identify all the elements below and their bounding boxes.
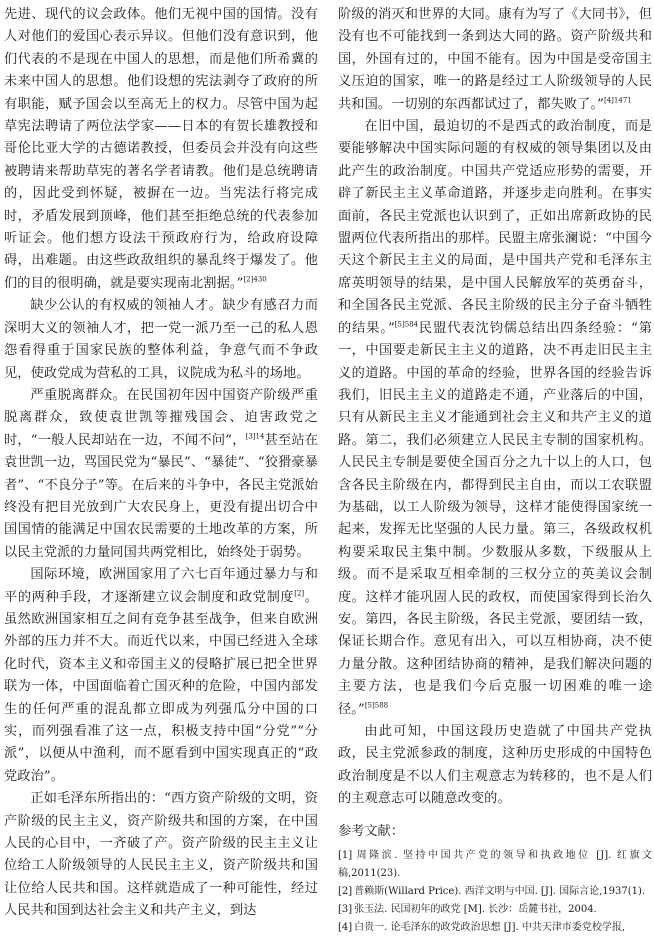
body-paragraph bbox=[4, 295, 318, 385]
reference-item bbox=[338, 901, 652, 919]
reference-text: 白贵一. 论毛泽东的政党政治思想 [J]. 中共天津市委党校学报, bbox=[354, 921, 626, 933]
body-paragraph bbox=[4, 788, 318, 922]
paragraph-text: 甚至站在袁世凯一边，骂国民党为“暴民”、“暴徒”、“狡猾豪暴者”、“不良分子”等。在后来的斗争中，各民主党派始终没有把目光放到广大农民身上，更没有提出切合中国国情的能满足中国农民需要的土地改革的方案，所以民主党派的力量同国共两党相比，始终处于弱势。 bbox=[4, 432, 318, 560]
body-paragraph bbox=[338, 721, 652, 811]
paragraph-text: 正如毛泽东所指出的：“西方资产阶级的文明，资产阶级的民主主义，资产阶级共和国的方案，在中国人民的心目中，一齐破了产。资产阶级的民主主义让位给工人阶级领导的人民民主主义，资产阶级共和国让位给人民共和国。这样就造成了一种可能性，经过人民共和国到达社会主义和共产主义，到达 bbox=[4, 791, 318, 919]
body-paragraph bbox=[338, 116, 652, 721]
reference-text: 周隆滨. 坚持中国共产党的领导和执政地位 [J]. 红旗文稿,2011(23). bbox=[338, 849, 652, 879]
reference-text: 普赖斯(Willard Price). 西洋文明与中国. [J]. 国际言论,1937(1). bbox=[354, 885, 646, 897]
citation-mark: [5]588 bbox=[364, 701, 389, 710]
body-paragraph bbox=[338, 4, 652, 116]
reference-item bbox=[338, 919, 652, 936]
reference-number: [4] bbox=[338, 921, 353, 933]
body-paragraph bbox=[4, 385, 318, 564]
citation-mark: [3]14 bbox=[245, 432, 265, 441]
paragraph-text: 缺少公认的有权威的领袖人才。缺少有感召力而深明大义的领袖人才，把一党一派乃至一己的私人恩怨看得重于国家民族的整体利益，争意气而不争政见，使政党成为营私的工具，议院成为私斗的场地。 bbox=[4, 298, 318, 381]
reference-number: [1] bbox=[338, 849, 353, 861]
reference-number: [2] bbox=[338, 885, 353, 897]
paragraph-text: 民盟代表沈钧儒总结出四条经验：“第一，中国要走新民主主义的道路，决不再走旧民主主义的道路。中国的革命的经验，世界各国的经验告诉我们，旧民主主义的道路走不通，产业落后的中国，只有从新民主主义才能通到社会主义和共产主义的道路。第二，我们必须建立人民民主专制的国家机构。人民民主专制是要使全国百分之九十以上的人口，包含各民主阶级在内，都得到民主自由，而以工农联盟为基础，以工人阶级为领导，这样才能使得国家统一起来，发挥无比坚强的人民力量。第三，各级政权机构要采取民主集中制。少数服从多数，下级服从上级。而不是采取互相牵制的三权分立的英美议会制度。这样才能巩固人民的政权，而使国家得到长治久安。第四，各民主阶级，各民主党派，要团结一致，保证长期合作。意见有出入，可以互相协商，决不使力量分散。这种团结协商的精神，是我们解决问题的主要方法，也是我们今后克服一切困难的唯一途径。” bbox=[338, 320, 652, 717]
paragraph-text: 国际环境，欧洲国家用了六七百年通过暴力与和平的两种手段，才逐渐建立议会制度和政党制度 bbox=[4, 567, 318, 605]
citation-mark: [5]584 bbox=[394, 320, 419, 329]
citation-mark: [2] bbox=[294, 589, 305, 598]
right-column bbox=[338, 4, 652, 936]
paragraph-text: 严重脱离群众。在民国初年因中国资产阶级严重脱离群众，致使袁世凯等摧残国会、迫害政党之时，“一般人民却站在一边，不闻不问”， bbox=[4, 387, 318, 448]
reference-list bbox=[338, 847, 652, 936]
reference-text: 张玉法. 民国初年的政党 [M]. 长沙：岳麓书社，2004. bbox=[354, 903, 597, 915]
paragraph-text: 。虽然欧洲国家相互之间有竞争甚至战争，但来自欧洲外部的压力并不大。而近代以来，中国已经进入全球化时代，资本主义和帝国主义的侵略扩展已把全世界联为一体，中国面临着亡国灭种的危险，中国内部发生的任何严重的混乱都立即成为列强瓜分中国的口实，而列强看准了这一点，积极支持中国“分党”“分派”，以便从中渔利，而不愿看到中国实现真正的“政党政治”。 bbox=[4, 589, 318, 784]
references-heading: 参考文献： bbox=[338, 823, 404, 839]
body-paragraph bbox=[4, 564, 318, 788]
paragraph-text: 阶级的消灭和世界的大同。康有为写了《大同书》，但没有也不可能找到一条到达大同的路。资产阶级共和国，外国有过的，中国不能有。因为中国是受帝国主义压迫的国家，唯一的路是经过工人阶级领导的人民共和国。一切别的东西都试过了，都失败了。” bbox=[338, 7, 652, 112]
body-paragraph bbox=[4, 4, 318, 295]
left-column bbox=[4, 4, 318, 936]
citation-mark: [4]1471 bbox=[604, 96, 632, 105]
reference-number: [3] bbox=[338, 903, 353, 915]
reference-item bbox=[338, 847, 652, 883]
paragraph-text: 在旧中国，最迫切的不是西式的政治制度，而是要能够解决中国实际问题的有权威的领导集团以及由此产生的政治制度。中国共产党适应形势的需要，开辟了新民主主义革命道路，并逐步走向胜利。在事实面前，各民主党派也认识到了，正如出席新政协的民盟两位代表所指出的那样。民盟主席张澜说：“中国今天这个新民主主义的局面，是中国共产党和毛泽东主席英明领导的结果，是中国人民解放军的英勇奋斗，和全国各民主党派、各民主阶级的民主分子奋斗牺牲的结果。” bbox=[338, 119, 652, 336]
paragraph-text: 由此可知，中国这段历史造就了中国共产党执政，民主党派参政的制度，这种历史形成的中国特色政治制度是不以人们主观意志为转移的，也不是人们的主观意志可以随意改变的。 bbox=[338, 724, 652, 807]
reference-item bbox=[338, 883, 652, 901]
paragraph-text: 先进、现代的议会政体。他们无视中国的国情。没有人对他们的爱国心表示异议。但他们没有意识到，他们代表的不是现在中国人的思想，而是他们所希冀的未来中国人的思想。他们设想的宪法剥夺了政府的所有职能，赋予国会以至高无上的权力。尽管中国为起草宪法聘请了两位法学家——日本的有贺长雄教授和哥伦比亚大学的古德诺教授，但委员会并没有向这些被聘请来帮助草宪的著名学者请教。他们是总统聘请的，因此受到怀疑，被摒在一边。当宪法行将完成时，矛盾发展到顶峰，他们甚至拒绝总统的代表参加听证会。他们想方设法干预政府行为，给政府设障碍，出难题。由这些政敌组织的暴乱终于爆发了。他们的目的很明确，就是要实现南北割据。” bbox=[4, 7, 318, 291]
citation-mark: [2]430 bbox=[243, 275, 267, 284]
